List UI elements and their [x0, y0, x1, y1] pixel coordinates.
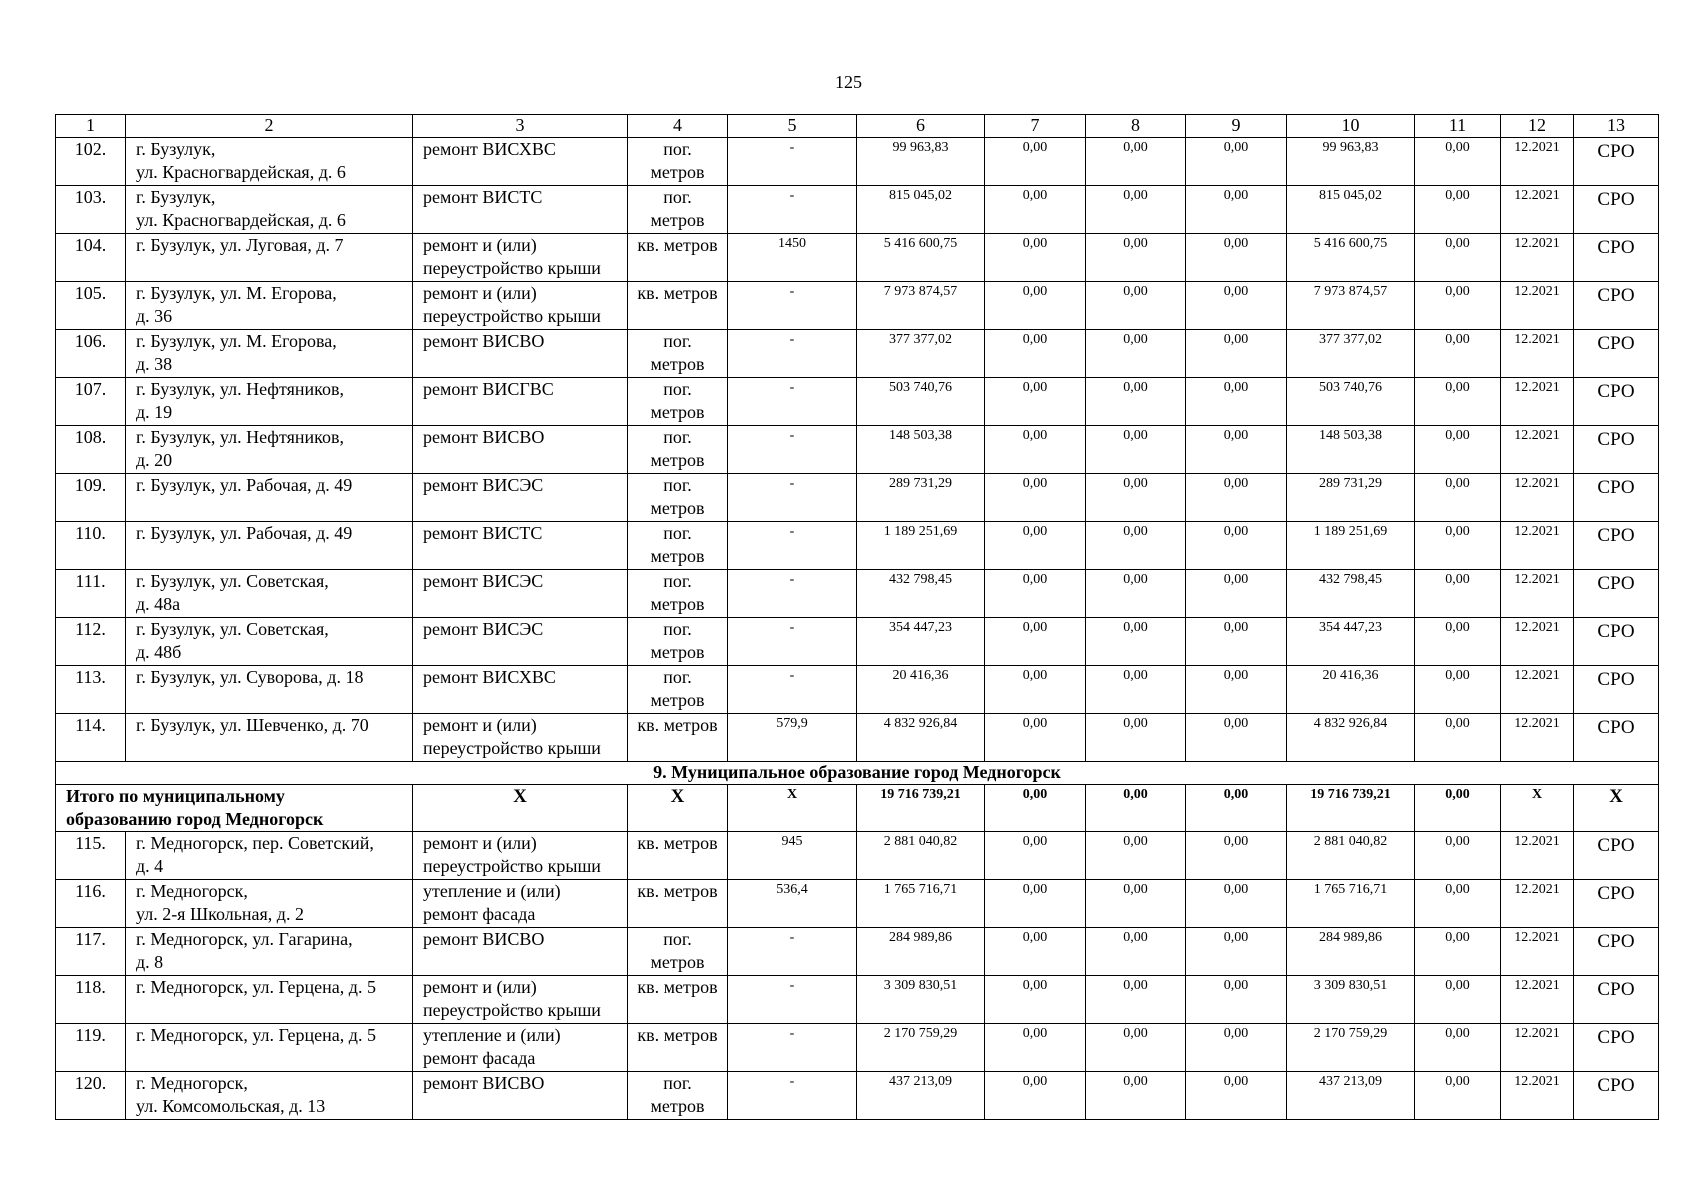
work-type-cell: ремонт ВИСВО	[413, 928, 628, 976]
total-c7: 0,00	[985, 785, 1086, 832]
value-cell-c11: 0,00	[1415, 234, 1501, 282]
method-cell: СРО	[1574, 714, 1659, 762]
work-type-cell: ремонт и (или) переустройство крыши	[413, 282, 628, 330]
column-header: 4	[628, 115, 728, 138]
method-cell: СРО	[1574, 234, 1659, 282]
quantity-cell: -	[728, 1072, 857, 1120]
value-cell-c7: 0,00	[985, 1072, 1086, 1120]
work-type-cell: утепление и (или) ремонт фасада	[413, 880, 628, 928]
value-cell-c6: 20 416,36	[857, 666, 985, 714]
value-cell-c10: 2 881 040,82	[1287, 832, 1415, 880]
value-cell-c12: 12.2021	[1501, 330, 1574, 378]
value-cell-c7: 0,00	[985, 880, 1086, 928]
value-cell-c9: 0,00	[1186, 378, 1287, 426]
row-number: 102.	[56, 138, 126, 186]
row-number: 114.	[56, 714, 126, 762]
value-cell-c12: 12.2021	[1501, 1072, 1574, 1120]
unit-cell: кв. метров	[628, 976, 728, 1024]
unit-cell: пог. метров	[628, 186, 728, 234]
row-number: 105.	[56, 282, 126, 330]
value-cell-c9: 0,00	[1186, 976, 1287, 1024]
unit-cell: кв. метров	[628, 1024, 728, 1072]
value-cell-c12: 12.2021	[1501, 928, 1574, 976]
address-cell: г. Бузулук, ул. Рабочая, д. 49	[126, 522, 413, 570]
value-cell-c6: 284 989,86	[857, 928, 985, 976]
method-cell: СРО	[1574, 522, 1659, 570]
value-cell-c6: 1 765 716,71	[857, 880, 985, 928]
value-cell-c10: 354 447,23	[1287, 618, 1415, 666]
value-cell-c6: 815 045,02	[857, 186, 985, 234]
column-header: 2	[126, 115, 413, 138]
works-register-table	[55, 114, 1659, 1120]
value-cell-c9: 0,00	[1186, 570, 1287, 618]
quantity-cell: -	[728, 282, 857, 330]
value-cell-c12: 12.2021	[1501, 666, 1574, 714]
value-cell-c7: 0,00	[985, 928, 1086, 976]
quantity-cell: -	[728, 330, 857, 378]
value-cell-c10: 148 503,38	[1287, 426, 1415, 474]
value-cell-c6: 1 189 251,69	[857, 522, 985, 570]
value-cell-c11: 0,00	[1415, 976, 1501, 1024]
unit-cell: кв. метров	[628, 832, 728, 880]
unit-cell: пог. метров	[628, 522, 728, 570]
value-cell-c10: 20 416,36	[1287, 666, 1415, 714]
value-cell-c11: 0,00	[1415, 378, 1501, 426]
value-cell-c10: 3 309 830,51	[1287, 976, 1415, 1024]
table-body	[56, 115, 1659, 1120]
address-cell: г. Медногорск, ул. Герцена, д. 5	[126, 1024, 413, 1072]
address-cell: г. Медногорск, ул. 2-я Школьная, д. 2	[126, 880, 413, 928]
row-number: 117.	[56, 928, 126, 976]
value-cell-c8: 0,00	[1086, 1072, 1186, 1120]
value-cell-c9: 0,00	[1186, 1072, 1287, 1120]
quantity-cell: -	[728, 1024, 857, 1072]
unit-cell: кв. метров	[628, 282, 728, 330]
row-number: 113.	[56, 666, 126, 714]
unit-cell: кв. метров	[628, 714, 728, 762]
table-row	[56, 330, 1659, 378]
unit-cell: пог. метров	[628, 1072, 728, 1120]
work-type-cell: ремонт ВИСГВС	[413, 378, 628, 426]
address-cell: г. Медногорск, ул. Герцена, д. 5	[126, 976, 413, 1024]
table-row	[56, 426, 1659, 474]
table-row	[56, 618, 1659, 666]
value-cell-c6: 377 377,02	[857, 330, 985, 378]
value-cell-c6: 354 447,23	[857, 618, 985, 666]
value-cell-c8: 0,00	[1086, 234, 1186, 282]
value-cell-c7: 0,00	[985, 234, 1086, 282]
value-cell-c8: 0,00	[1086, 138, 1186, 186]
value-cell-c12: 12.2021	[1501, 570, 1574, 618]
page-number: 125	[835, 72, 862, 92]
value-cell-c6: 2 170 759,29	[857, 1024, 985, 1072]
value-cell-c9: 0,00	[1186, 880, 1287, 928]
table-row	[56, 880, 1659, 928]
table-row	[56, 1024, 1659, 1072]
value-cell-c9: 0,00	[1186, 330, 1287, 378]
quantity-cell: -	[728, 522, 857, 570]
address-cell: г. Бузулук, ул. Нефтяников, д. 20	[126, 426, 413, 474]
value-cell-c9: 0,00	[1186, 1024, 1287, 1072]
column-header: 6	[857, 115, 985, 138]
value-cell-c9: 0,00	[1186, 832, 1287, 880]
value-cell-c12: 12.2021	[1501, 714, 1574, 762]
method-cell: СРО	[1574, 666, 1659, 714]
value-cell-c8: 0,00	[1086, 282, 1186, 330]
row-number: 119.	[56, 1024, 126, 1072]
value-cell-c10: 289 731,29	[1287, 474, 1415, 522]
method-cell: СРО	[1574, 138, 1659, 186]
value-cell-c8: 0,00	[1086, 330, 1186, 378]
quantity-cell: -	[728, 570, 857, 618]
value-cell-c10: 7 973 874,57	[1287, 282, 1415, 330]
value-cell-c6: 5 416 600,75	[857, 234, 985, 282]
value-cell-c8: 0,00	[1086, 426, 1186, 474]
value-cell-c11: 0,00	[1415, 832, 1501, 880]
method-cell: СРО	[1574, 832, 1659, 880]
value-cell-c11: 0,00	[1415, 570, 1501, 618]
value-cell-c8: 0,00	[1086, 976, 1186, 1024]
unit-cell: пог. метров	[628, 618, 728, 666]
total-c3: Х	[413, 785, 628, 832]
value-cell-c12: 12.2021	[1501, 976, 1574, 1024]
work-type-cell: ремонт и (или) переустройство крыши	[413, 714, 628, 762]
value-cell-c12: 12.2021	[1501, 522, 1574, 570]
column-header: 5	[728, 115, 857, 138]
column-header: 9	[1186, 115, 1287, 138]
value-cell-c6: 289 731,29	[857, 474, 985, 522]
address-cell: г. Бузулук, ул. Советская, д. 48б	[126, 618, 413, 666]
address-cell: г. Бузулук, ул. Суворова, д. 18	[126, 666, 413, 714]
value-cell-c10: 1 189 251,69	[1287, 522, 1415, 570]
value-cell-c7: 0,00	[985, 1024, 1086, 1072]
value-cell-c11: 0,00	[1415, 474, 1501, 522]
quantity-cell: -	[728, 928, 857, 976]
table-row	[56, 282, 1659, 330]
unit-cell: пог. метров	[628, 570, 728, 618]
total-c9: 0,00	[1186, 785, 1287, 832]
total-c4: Х	[628, 785, 728, 832]
quantity-cell: -	[728, 666, 857, 714]
row-number: 106.	[56, 330, 126, 378]
quantity-cell: -	[728, 474, 857, 522]
value-cell-c8: 0,00	[1086, 1024, 1186, 1072]
value-cell-c11: 0,00	[1415, 522, 1501, 570]
unit-cell: кв. метров	[628, 234, 728, 282]
work-type-cell: ремонт ВИСВО	[413, 330, 628, 378]
row-number: 111.	[56, 570, 126, 618]
work-type-cell: ремонт ВИСЭС	[413, 474, 628, 522]
value-cell-c10: 503 740,76	[1287, 378, 1415, 426]
total-c13: Х	[1574, 785, 1659, 832]
column-header: 13	[1574, 115, 1659, 138]
method-cell: СРО	[1574, 1024, 1659, 1072]
quantity-cell: -	[728, 976, 857, 1024]
value-cell-c6: 432 798,45	[857, 570, 985, 618]
table-row	[56, 714, 1659, 762]
value-cell-c8: 0,00	[1086, 378, 1186, 426]
address-cell: г. Бузулук, ул. Рабочая, д. 49	[126, 474, 413, 522]
value-cell-c9: 0,00	[1186, 186, 1287, 234]
value-cell-c8: 0,00	[1086, 832, 1186, 880]
value-cell-c8: 0,00	[1086, 666, 1186, 714]
total-c5: Х	[728, 785, 857, 832]
row-number: 107.	[56, 378, 126, 426]
method-cell: СРО	[1574, 976, 1659, 1024]
value-cell-c7: 0,00	[985, 666, 1086, 714]
value-cell-c10: 1 765 716,71	[1287, 880, 1415, 928]
value-cell-c12: 12.2021	[1501, 426, 1574, 474]
value-cell-c12: 12.2021	[1501, 234, 1574, 282]
value-cell-c11: 0,00	[1415, 330, 1501, 378]
value-cell-c11: 0,00	[1415, 1024, 1501, 1072]
value-cell-c12: 12.2021	[1501, 832, 1574, 880]
value-cell-c9: 0,00	[1186, 714, 1287, 762]
quantity-cell: 1450	[728, 234, 857, 282]
value-cell-c11: 0,00	[1415, 880, 1501, 928]
value-cell-c12: 12.2021	[1501, 880, 1574, 928]
table-row	[56, 474, 1659, 522]
table-row	[56, 522, 1659, 570]
value-cell-c8: 0,00	[1086, 618, 1186, 666]
row-number: 109.	[56, 474, 126, 522]
method-cell: СРО	[1574, 880, 1659, 928]
row-number: 120.	[56, 1072, 126, 1120]
method-cell: СРО	[1574, 330, 1659, 378]
value-cell-c7: 0,00	[985, 426, 1086, 474]
column-header: 12	[1501, 115, 1574, 138]
value-cell-c8: 0,00	[1086, 880, 1186, 928]
value-cell-c10: 5 416 600,75	[1287, 234, 1415, 282]
column-header: 11	[1415, 115, 1501, 138]
value-cell-c10: 815 045,02	[1287, 186, 1415, 234]
unit-cell: кв. метров	[628, 880, 728, 928]
quantity-cell: -	[728, 618, 857, 666]
value-cell-c7: 0,00	[985, 976, 1086, 1024]
value-cell-c10: 377 377,02	[1287, 330, 1415, 378]
value-cell-c11: 0,00	[1415, 666, 1501, 714]
table-row	[56, 378, 1659, 426]
value-cell-c10: 284 989,86	[1287, 928, 1415, 976]
column-header: 7	[985, 115, 1086, 138]
work-type-cell: ремонт ВИСТС	[413, 186, 628, 234]
address-cell: г. Бузулук, ул. М. Егорова, д. 38	[126, 330, 413, 378]
value-cell-c11: 0,00	[1415, 138, 1501, 186]
total-c12: Х	[1501, 785, 1574, 832]
value-cell-c7: 0,00	[985, 618, 1086, 666]
total-c11: 0,00	[1415, 785, 1501, 832]
address-cell: г. Бузулук, ул. Советская, д. 48а	[126, 570, 413, 618]
row-number: 108.	[56, 426, 126, 474]
value-cell-c7: 0,00	[985, 832, 1086, 880]
work-type-cell: ремонт и (или) переустройство крыши	[413, 832, 628, 880]
value-cell-c8: 0,00	[1086, 522, 1186, 570]
value-cell-c7: 0,00	[985, 570, 1086, 618]
column-header: 3	[413, 115, 628, 138]
value-cell-c8: 0,00	[1086, 570, 1186, 618]
work-type-cell: ремонт ВИСХВС	[413, 666, 628, 714]
value-cell-c6: 2 881 040,82	[857, 832, 985, 880]
method-cell: СРО	[1574, 570, 1659, 618]
value-cell-c6: 148 503,38	[857, 426, 985, 474]
table-row	[56, 570, 1659, 618]
value-cell-c11: 0,00	[1415, 928, 1501, 976]
column-number-header-row	[56, 115, 1659, 138]
unit-cell: пог. метров	[628, 426, 728, 474]
value-cell-c7: 0,00	[985, 474, 1086, 522]
value-cell-c7: 0,00	[985, 138, 1086, 186]
value-cell-c7: 0,00	[985, 282, 1086, 330]
column-header: 1	[56, 115, 126, 138]
work-type-cell: ремонт ВИСТС	[413, 522, 628, 570]
unit-cell: пог. метров	[628, 474, 728, 522]
address-cell: г. Бузулук, ул. Красногвардейская, д. 6	[126, 138, 413, 186]
value-cell-c11: 0,00	[1415, 1072, 1501, 1120]
value-cell-c12: 12.2021	[1501, 378, 1574, 426]
value-cell-c11: 0,00	[1415, 186, 1501, 234]
value-cell-c6: 99 963,83	[857, 138, 985, 186]
table-row	[56, 976, 1659, 1024]
section-title-row	[56, 762, 1659, 785]
value-cell-c12: 12.2021	[1501, 474, 1574, 522]
work-type-cell: ремонт ВИСЭС	[413, 570, 628, 618]
row-number: 110.	[56, 522, 126, 570]
value-cell-c9: 0,00	[1186, 474, 1287, 522]
value-cell-c12: 12.2021	[1501, 186, 1574, 234]
value-cell-c10: 99 963,83	[1287, 138, 1415, 186]
value-cell-c9: 0,00	[1186, 522, 1287, 570]
value-cell-c9: 0,00	[1186, 928, 1287, 976]
section-title: 9. Муниципальное образование город Медногорск	[56, 762, 1659, 785]
value-cell-c6: 4 832 926,84	[857, 714, 985, 762]
value-cell-c9: 0,00	[1186, 138, 1287, 186]
quantity-cell: -	[728, 378, 857, 426]
value-cell-c11: 0,00	[1415, 282, 1501, 330]
value-cell-c6: 437 213,09	[857, 1072, 985, 1120]
row-number: 116.	[56, 880, 126, 928]
value-cell-c10: 432 798,45	[1287, 570, 1415, 618]
address-cell: г. Медногорск, ул. Комсомольская, д. 13	[126, 1072, 413, 1120]
address-cell: г. Бузулук, ул. Красногвардейская, д. 6	[126, 186, 413, 234]
method-cell: СРО	[1574, 186, 1659, 234]
value-cell-c12: 12.2021	[1501, 618, 1574, 666]
value-cell-c6: 3 309 830,51	[857, 976, 985, 1024]
table-row	[56, 928, 1659, 976]
work-type-cell: ремонт ВИСВО	[413, 1072, 628, 1120]
value-cell-c7: 0,00	[985, 714, 1086, 762]
work-type-cell: ремонт ВИСХВС	[413, 138, 628, 186]
value-cell-c8: 0,00	[1086, 186, 1186, 234]
value-cell-c7: 0,00	[985, 186, 1086, 234]
table-row	[56, 666, 1659, 714]
address-cell: г. Бузулук, ул. Луговая, д. 7	[126, 234, 413, 282]
value-cell-c7: 0,00	[985, 522, 1086, 570]
value-cell-c11: 0,00	[1415, 714, 1501, 762]
value-cell-c9: 0,00	[1186, 282, 1287, 330]
value-cell-c10: 437 213,09	[1287, 1072, 1415, 1120]
value-cell-c7: 0,00	[985, 378, 1086, 426]
value-cell-c6: 503 740,76	[857, 378, 985, 426]
table-row	[56, 234, 1659, 282]
row-number: 104.	[56, 234, 126, 282]
unit-cell: пог. метров	[628, 378, 728, 426]
address-cell: г. Медногорск, пер. Советский, д. 4	[126, 832, 413, 880]
column-header: 8	[1086, 115, 1186, 138]
column-header: 10	[1287, 115, 1415, 138]
address-cell: г. Бузулук, ул. Шевченко, д. 70	[126, 714, 413, 762]
row-number: 115.	[56, 832, 126, 880]
table-row	[56, 832, 1659, 880]
unit-cell: пог. метров	[628, 928, 728, 976]
quantity-cell: 579,9	[728, 714, 857, 762]
method-cell: СРО	[1574, 426, 1659, 474]
quantity-cell: -	[728, 426, 857, 474]
value-cell-c8: 0,00	[1086, 928, 1186, 976]
address-cell: г. Медногорск, ул. Гагарина, д. 8	[126, 928, 413, 976]
value-cell-c9: 0,00	[1186, 666, 1287, 714]
address-cell: г. Бузулук, ул. Нефтяников, д. 19	[126, 378, 413, 426]
work-type-cell: утепление и (или) ремонт фасада	[413, 1024, 628, 1072]
value-cell-c12: 12.2021	[1501, 282, 1574, 330]
value-cell-c10: 4 832 926,84	[1287, 714, 1415, 762]
method-cell: СРО	[1574, 928, 1659, 976]
value-cell-c11: 0,00	[1415, 426, 1501, 474]
quantity-cell: -	[728, 138, 857, 186]
method-cell: СРО	[1574, 1072, 1659, 1120]
total-c6: 19 716 739,21	[857, 785, 985, 832]
value-cell-c12: 12.2021	[1501, 1024, 1574, 1072]
method-cell: СРО	[1574, 474, 1659, 522]
table-row	[56, 1072, 1659, 1120]
work-type-cell: ремонт и (или) переустройство крыши	[413, 234, 628, 282]
table-row	[56, 186, 1659, 234]
quantity-cell: 536,4	[728, 880, 857, 928]
value-cell-c12: 12.2021	[1501, 138, 1574, 186]
quantity-cell: 945	[728, 832, 857, 880]
unit-cell: пог. метров	[628, 330, 728, 378]
row-number: 118.	[56, 976, 126, 1024]
method-cell: СРО	[1574, 378, 1659, 426]
total-row	[56, 785, 1659, 832]
method-cell: СРО	[1574, 618, 1659, 666]
unit-cell: пог. метров	[628, 138, 728, 186]
row-number: 112.	[56, 618, 126, 666]
total-label: Итого по муниципальному образованию город Медногорск	[56, 785, 413, 832]
work-type-cell: ремонт и (или) переустройство крыши	[413, 976, 628, 1024]
unit-cell: пог. метров	[628, 666, 728, 714]
value-cell-c11: 0,00	[1415, 618, 1501, 666]
value-cell-c8: 0,00	[1086, 714, 1186, 762]
value-cell-c9: 0,00	[1186, 426, 1287, 474]
value-cell-c9: 0,00	[1186, 618, 1287, 666]
total-c10: 19 716 739,21	[1287, 785, 1415, 832]
quantity-cell: -	[728, 186, 857, 234]
value-cell-c10: 2 170 759,29	[1287, 1024, 1415, 1072]
value-cell-c6: 7 973 874,57	[857, 282, 985, 330]
work-type-cell: ремонт ВИСЭС	[413, 618, 628, 666]
row-number: 103.	[56, 186, 126, 234]
address-cell: г. Бузулук, ул. М. Егорова, д. 36	[126, 282, 413, 330]
value-cell-c7: 0,00	[985, 330, 1086, 378]
value-cell-c8: 0,00	[1086, 474, 1186, 522]
table-row	[56, 138, 1659, 186]
total-c8: 0,00	[1086, 785, 1186, 832]
work-type-cell: ремонт ВИСВО	[413, 426, 628, 474]
method-cell: СРО	[1574, 282, 1659, 330]
value-cell-c9: 0,00	[1186, 234, 1287, 282]
